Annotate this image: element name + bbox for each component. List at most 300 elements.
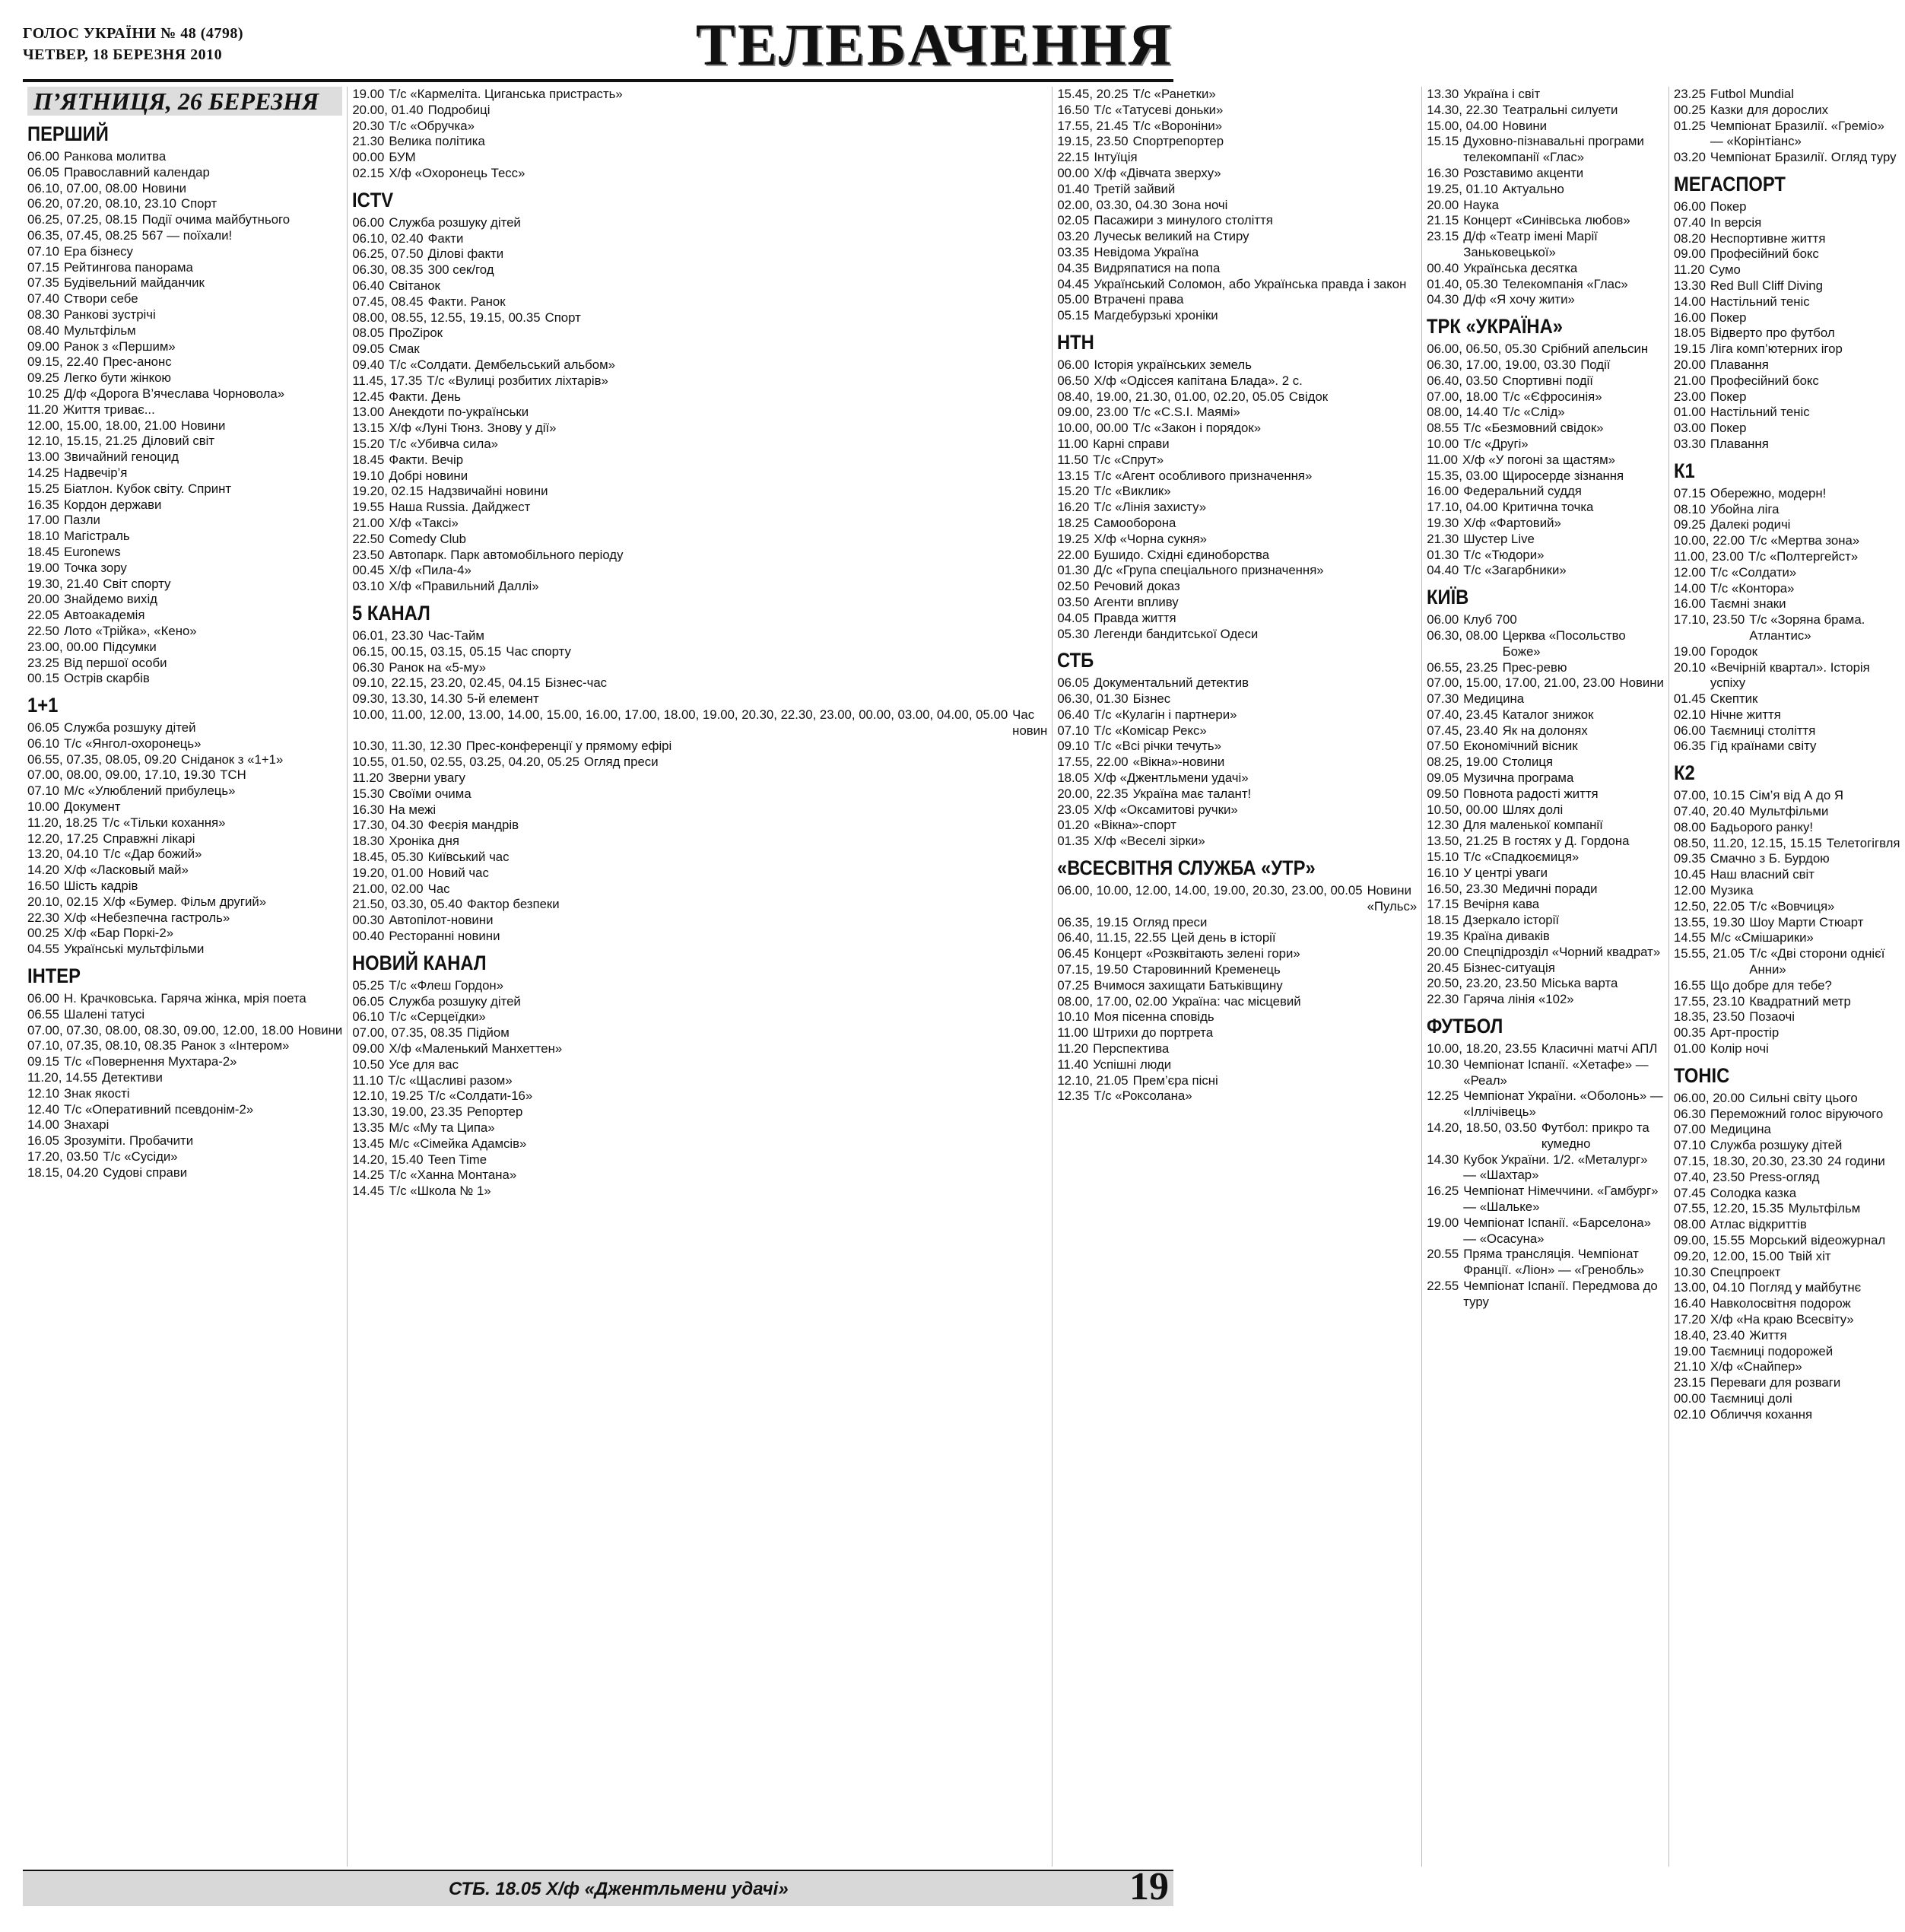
program-time: 09.00	[1673, 246, 1706, 262]
program-title: Т/с «Обручка»	[389, 118, 475, 133]
program-time: 07.10, 07.35, 08.10, 08.35	[27, 1038, 176, 1053]
program-time: 07.40, 23.50	[1673, 1169, 1745, 1184]
program-title: Настільний теніс	[1710, 294, 1810, 309]
program-time: 09.30, 13.30, 14.30	[352, 691, 462, 707]
program-time: 06.40	[1057, 707, 1090, 722]
channel-name: ICTV	[352, 188, 394, 211]
program-time: 12.35	[1057, 1088, 1090, 1104]
program-title: Срібний апельсин	[1541, 342, 1649, 357]
program-title: Час спорту	[506, 643, 571, 659]
program-time: 01.35	[1057, 834, 1090, 849]
program-item	[1057, 150, 1417, 166]
program-time: 12.50, 22.05	[1673, 898, 1745, 914]
program-time: 13.20, 04.10	[27, 847, 99, 862]
program-time: 22.00	[1057, 547, 1090, 562]
program-time: 19.35	[1427, 929, 1459, 944]
program-title: Звичайний геноцид	[64, 450, 179, 465]
program-item	[352, 1120, 1047, 1136]
program-title: Red Bull Cliff Diving	[1710, 278, 1823, 293]
footer-bar	[23, 1865, 1173, 1908]
program-time: 01.45	[1673, 691, 1706, 707]
program-time: 19.00	[1427, 1215, 1459, 1230]
program-title: Казки для дорослих	[1710, 102, 1828, 117]
program-item	[1674, 1138, 1900, 1154]
channel-name: К1	[1673, 459, 1695, 482]
program-title: Українські мультфільми	[64, 942, 205, 957]
program-title: Новини	[1619, 675, 1664, 691]
program-time: 06.30, 17.00, 19.00, 03.30	[1427, 357, 1576, 372]
program-title: Атлас відкриттів	[1710, 1217, 1807, 1232]
program-item	[27, 354, 342, 370]
section-title: ТЕЛЕБАЧЕННЯ	[695, 11, 1173, 78]
program-time: 15.35, 03.00	[1427, 468, 1498, 483]
page-number: 19	[1129, 1865, 1169, 1908]
program-item	[1057, 484, 1417, 500]
program-title: Обличчя кохання	[1710, 1406, 1813, 1422]
program-time: 07.45, 08.45	[352, 294, 424, 309]
program-time: 06.00	[1427, 612, 1459, 628]
program-time: 07.50	[1427, 739, 1459, 754]
program-time: 04.45	[1057, 276, 1090, 291]
program-title: Т/с «Школа № 1»	[389, 1184, 491, 1199]
program-time: 10.30	[1673, 1264, 1706, 1279]
program-time: 16.05	[27, 1133, 59, 1149]
program-time: 20.00	[1673, 357, 1706, 372]
program-time: 17.55, 23.10	[1673, 993, 1745, 1009]
program-title: Створи себе	[64, 291, 138, 307]
channel-name: НОВИЙ КАНАЛ	[352, 951, 487, 974]
program-title: Смак	[389, 342, 420, 357]
program-time: 02.05	[1057, 213, 1090, 228]
program-title: Життя	[1749, 1327, 1787, 1343]
program-title: Шість кадрів	[64, 879, 138, 894]
program-title: Країна диваків	[1463, 929, 1550, 944]
program-title: Х/ф «Охоронець Тесс»	[389, 165, 525, 180]
program-time: 23.25	[1673, 87, 1706, 101]
program-title: Столиця	[1502, 755, 1554, 770]
program-time: 18.40, 23.40	[1673, 1327, 1745, 1343]
program-title: Бізнес	[1132, 691, 1171, 707]
program-item	[352, 484, 1047, 500]
program-title: Своїми очима	[389, 786, 471, 801]
program-time: 23.00, 00.00	[27, 639, 99, 654]
program-title: Ранок з «Інтером»	[180, 1038, 290, 1053]
program-item	[1427, 961, 1664, 977]
program-item	[1674, 405, 1900, 421]
program-item	[27, 529, 342, 545]
program-item	[352, 707, 1047, 739]
program-title: Підсумки	[103, 639, 157, 654]
program-time: 00.35	[1673, 1025, 1706, 1041]
program-title: Позаочі	[1749, 1009, 1795, 1025]
program-time: 07.15	[1673, 485, 1706, 500]
program-title: Агенти впливу	[1094, 594, 1179, 609]
program-item	[1427, 802, 1664, 818]
program-time: 11.10	[352, 1072, 384, 1088]
program-time: 12.00	[1673, 883, 1706, 898]
program-time: 06.00	[1673, 199, 1706, 214]
program-title: Український Соломон, або Українська правда і закон	[1094, 276, 1407, 291]
program-item	[1427, 1152, 1664, 1184]
program-time: 14.20	[27, 863, 59, 878]
program-title: Самооборона	[1094, 515, 1176, 530]
program-time: 12.20, 17.25	[27, 831, 99, 846]
program-title: Події	[1580, 357, 1611, 372]
program-title: 300 сек/год	[427, 262, 494, 278]
program-item	[1674, 486, 1900, 502]
program-item	[1057, 707, 1417, 723]
program-title: Т/с «Солдати. Дембельський альбом»	[389, 357, 615, 372]
program-title: Зрозуміти. Пробачити	[64, 1133, 194, 1149]
program-item	[1057, 453, 1417, 469]
program-title: Х/ф «Одіссея капітана Блада». 2 с.	[1094, 373, 1303, 388]
program-time: 08.10	[1673, 501, 1706, 516]
program-title: Медицина	[1463, 691, 1525, 707]
program-item	[27, 640, 342, 656]
program-title: Наша Russia. Дайджест	[389, 500, 531, 515]
program-title: Магдебурзькі хроніки	[1094, 308, 1218, 323]
program-item	[1674, 357, 1900, 373]
program-title: Т/с «Солдати-16»	[427, 1088, 533, 1104]
program-title: Колір ночі	[1710, 1041, 1769, 1057]
program-item	[1057, 994, 1417, 1010]
program-item	[352, 1104, 1047, 1120]
program-title: Наш власний світ	[1710, 867, 1815, 882]
program-title: Служба розшуку дітей	[64, 720, 196, 736]
program-time: 20.50, 23.20, 23.50	[1427, 976, 1537, 991]
program-time: 15.30	[352, 786, 385, 801]
program-item	[1427, 897, 1664, 913]
program-time: 16.30	[1427, 165, 1459, 180]
program-time: 16.40	[1673, 1296, 1706, 1311]
program-title: Служба розшуку дітей	[389, 214, 521, 230]
program-time: 13.30	[1427, 87, 1459, 101]
program-time: 16.00	[1673, 310, 1706, 325]
program-item	[27, 783, 342, 799]
program-title: Т/с «Вулиці розбитих ліхтарів»	[427, 373, 608, 388]
program-title: Т/с «Спадкоємиця»	[1463, 850, 1580, 865]
program-time: 07.15, 18.30, 20.30, 23.30	[1673, 1154, 1823, 1169]
program-time: 18.15	[1427, 913, 1459, 928]
header-rule	[23, 79, 1173, 82]
program-time: 11.50	[1057, 452, 1089, 467]
program-time: 13.55, 19.30	[1673, 914, 1745, 929]
program-item	[1674, 723, 1900, 739]
program-title: Українська десятка	[1463, 260, 1578, 275]
program-time: 03.20	[1673, 150, 1706, 165]
program-time: 21.00, 02.00	[352, 881, 424, 896]
program-time: 07.40, 23.45	[1427, 707, 1498, 722]
program-title: Т/с «Контора»	[1710, 580, 1795, 596]
channel-name: ТРК «УКРАЇНА»	[1427, 315, 1564, 338]
program-time: 07.00, 07.30, 08.00, 08.30, 09.00, 12.00, 18.00	[27, 1022, 294, 1037]
program-item	[1674, 1217, 1900, 1233]
program-title: Знайдемо вихід	[64, 592, 157, 607]
program-item	[1674, 1091, 1900, 1107]
program-title: Н. Крачковська. Гаряча жінка, мрія поета	[64, 991, 306, 1006]
program-title: Т/с «Щасливі разом»	[388, 1072, 513, 1088]
program-title: Прес-конференції у прямому ефірі	[465, 739, 672, 754]
program-item	[1427, 786, 1664, 802]
program-item	[352, 231, 1047, 247]
program-item	[1674, 389, 1900, 405]
program-item	[1057, 1073, 1417, 1089]
program-item	[1057, 675, 1417, 691]
program-title: Лучеськ великий на Стиру	[1094, 229, 1249, 244]
program-time: 06.00, 06.50, 05.30	[1427, 342, 1537, 357]
program-title: Т/с «Другі»	[1463, 436, 1529, 451]
program-item	[1427, 166, 1664, 182]
program-item	[352, 134, 1047, 150]
program-time: 18.45	[352, 452, 385, 467]
program-time: 08.05	[352, 326, 385, 341]
program-item	[1674, 310, 1900, 326]
program-title: Повнота радості життя	[1463, 786, 1599, 801]
program-item	[1427, 1057, 1664, 1089]
program-time: 08.00	[1673, 819, 1706, 834]
program-item	[1427, 691, 1664, 707]
program-title: Обережно, модерн!	[1710, 485, 1827, 500]
program-time: 22.15	[1057, 150, 1090, 165]
program-title: Критична точка	[1502, 500, 1594, 515]
program-title: Х/ф «Джентльмени удачі»	[1094, 771, 1249, 786]
program-title: Прес-ревю	[1502, 659, 1567, 675]
program-item	[1057, 389, 1417, 405]
program-title: Х/ф «Оксамитові ручки»	[1094, 802, 1238, 817]
program-title: Т/с «Кармеліта. Циганська пристрасть»	[389, 87, 623, 101]
program-time: 13.45	[352, 1136, 385, 1151]
program-title: Служба розшуку дітей	[1710, 1138, 1843, 1153]
program-time: 01.40	[1057, 181, 1090, 196]
program-title: Бізнес-ситуація	[1463, 960, 1555, 975]
program-title: Моя пісенна сповідь	[1094, 1009, 1214, 1025]
program-item	[1427, 119, 1664, 135]
program-title: Карні справи	[1093, 436, 1170, 451]
program-item	[352, 326, 1047, 342]
program-time: 21.30	[1427, 531, 1459, 546]
program-title: Пряма трансляція. Чемпіонат Франції. «Ліон» — «Гренобль»	[1463, 1247, 1644, 1278]
program-time: 11.20, 14.55	[27, 1070, 98, 1085]
program-time: 21.00	[1673, 373, 1706, 388]
program-title: Україна і світ	[1463, 87, 1541, 101]
program-item	[1057, 421, 1417, 437]
program-time: 14.20, 18.50, 03.50	[1427, 1120, 1537, 1136]
program-time: 12.00, 15.00, 18.00, 21.00	[27, 418, 176, 433]
program-item	[1427, 1041, 1664, 1057]
program-item	[1057, 915, 1417, 931]
program-title: Усе для вас	[389, 1057, 459, 1072]
program-title: «Вікна»-спорт	[1094, 818, 1176, 833]
program-item	[1057, 119, 1417, 135]
program-item	[352, 278, 1047, 294]
program-time: 20.55	[1427, 1247, 1459, 1262]
program-title: М/с «Сімейка Адамсів»	[389, 1136, 527, 1151]
program-time: 11.45, 17.35	[352, 373, 423, 388]
program-item	[1674, 549, 1900, 565]
program-title: Невідома Україна	[1094, 244, 1199, 259]
program-item	[1674, 342, 1900, 357]
program-item	[1057, 802, 1417, 818]
program-item	[1427, 87, 1664, 103]
program-title: Історія українських земель	[1094, 357, 1252, 372]
program-time: 05.00	[1057, 292, 1090, 307]
program-title: Х/ф «Бумер. Фільм другий»	[103, 894, 267, 909]
program-time: 07.00, 15.00, 17.00, 21.00, 23.00	[1427, 675, 1615, 691]
program-item	[1427, 469, 1664, 485]
program-title: Що добре для тебе?	[1710, 977, 1832, 993]
program-title: Городок	[1710, 643, 1757, 659]
program-time: 16.10	[1427, 865, 1459, 880]
channel-name: 1+1	[27, 694, 59, 717]
program-time: 04.05	[1057, 610, 1090, 625]
program-title: 567 — поїхали!	[141, 227, 233, 243]
program-time: 06.10	[352, 1009, 385, 1025]
program-item	[352, 691, 1047, 707]
program-item	[27, 228, 342, 244]
program-title: Т/с «Ханна Монтана»	[389, 1168, 517, 1183]
program-time: 10.00	[1427, 436, 1459, 451]
program-title: Д/ф «Дорога В’ячеслава Чорновола»	[64, 386, 285, 401]
program-title: 5-й елемент	[466, 691, 539, 707]
program-item	[1057, 166, 1417, 182]
program-title: Ранкова молитва	[64, 149, 167, 164]
program-title: Острів скарбів	[64, 671, 150, 686]
program-time: 01.40, 05.30	[1427, 276, 1498, 291]
program-title: Добрі новини	[389, 468, 468, 483]
program-time: 11.20, 18.25	[27, 815, 98, 830]
program-title: Неспортивне життя	[1710, 230, 1826, 246]
program-time: 08.00, 14.40	[1427, 405, 1498, 420]
program-time: 03.35	[1057, 244, 1090, 259]
program-item	[1427, 1184, 1664, 1215]
program-time: 23.15	[1673, 1375, 1706, 1390]
program-item	[1057, 1057, 1417, 1073]
program-item	[27, 323, 342, 339]
program-time: 12.30	[1427, 818, 1459, 833]
program-item	[27, 1038, 342, 1054]
program-title: БУМ	[389, 150, 416, 165]
program-title: Т/с «Дар божий»	[103, 847, 202, 862]
program-title: Чемпіонат Іспанії. «Барселона» — «Осасуна»	[1463, 1215, 1651, 1246]
program-item	[1057, 1088, 1417, 1104]
program-time: 19.00	[1673, 1343, 1706, 1358]
program-item	[352, 660, 1047, 676]
program-time: 17.00	[27, 513, 59, 528]
program-item	[27, 450, 342, 466]
program-item	[1427, 500, 1664, 516]
channel-name: МЕГАСПОРТ	[1673, 172, 1786, 195]
program-item	[1427, 929, 1664, 945]
program-title: Правда життя	[1094, 610, 1176, 625]
program-time: 19.30	[1427, 515, 1459, 530]
program-time: 06.30, 01.30	[1057, 691, 1129, 707]
program-title: Х/ф «Маленький Манхеттен»	[389, 1041, 563, 1057]
program-title: Точка зору	[64, 560, 127, 575]
program-time: 00.40	[1427, 260, 1459, 275]
program-title: Класичні матчі АПЛ	[1541, 1041, 1658, 1057]
program-title: Автопілот-новини	[389, 913, 494, 928]
program-time: 10.45	[1673, 867, 1706, 882]
program-title: Т/с «Безмовний свідок»	[1463, 421, 1604, 436]
program-item	[352, 469, 1047, 485]
program-title: Т/с «Сусіди»	[103, 1149, 178, 1165]
program-item	[1674, 1186, 1900, 1202]
program-item	[352, 834, 1047, 850]
program-item	[27, 767, 342, 783]
program-item	[1057, 516, 1417, 532]
program-time: 11.00	[1057, 436, 1089, 451]
program-time: 13.00, 04.10	[1673, 1280, 1745, 1295]
program-time: 04.35	[1057, 260, 1090, 275]
issue-number: ГОЛОС УКРАЇНИ № 48 (4798)	[23, 25, 244, 42]
program-title: Таємниці століття	[1710, 723, 1816, 738]
program-item	[27, 513, 342, 529]
program-title: Бушидо. Східні єдиноборства	[1094, 547, 1270, 562]
program-item	[1427, 277, 1664, 293]
program-time: 07.45	[1673, 1185, 1706, 1200]
program-title: На межі	[389, 802, 437, 817]
program-title: Euronews	[64, 544, 121, 559]
program-title: Від першої особи	[64, 655, 167, 670]
program-item	[1674, 294, 1900, 310]
program-item	[1057, 134, 1417, 150]
program-item	[1674, 150, 1900, 166]
program-time: 01.00	[1673, 1041, 1706, 1057]
program-item	[1674, 596, 1900, 612]
program-item	[1674, 1233, 1900, 1249]
program-time: 08.55	[1427, 421, 1459, 436]
program-time: 15.45, 20.25	[1057, 87, 1129, 101]
program-time: 20.00	[27, 592, 59, 607]
program-title: Нічне життя	[1710, 707, 1781, 722]
program-item	[352, 739, 1047, 755]
program-title: Т/с «Спрут»	[1093, 452, 1164, 467]
program-time: 08.00, 17.00, 02.00	[1057, 993, 1167, 1009]
program-time: 09.40	[352, 357, 385, 372]
program-time: 02.00, 03.30, 04.30	[1057, 197, 1167, 212]
program-item	[27, 181, 342, 197]
program-time: 06.30, 08.00	[1427, 628, 1498, 643]
program-time: 06.00	[27, 991, 59, 1006]
program-title: Знак якості	[64, 1085, 130, 1101]
program-time: 06.00, 10.00, 12.00, 14.00, 19.00, 20.30, 23.00, 00.05	[1057, 883, 1363, 898]
column-1	[23, 87, 348, 1867]
program-item	[352, 1009, 1047, 1025]
program-item	[352, 850, 1047, 866]
program-title: Покер	[1710, 199, 1747, 214]
program-title: Смачно з Б. Бурдою	[1710, 851, 1830, 866]
program-item	[1674, 1009, 1900, 1025]
program-time: 06.05	[352, 993, 385, 1009]
program-title: Убойна ліга	[1710, 501, 1780, 516]
program-item	[1674, 867, 1900, 883]
program-title: Х/ф «Веселі зірки»	[1094, 834, 1205, 849]
program-time: 11.00, 23.00	[1673, 548, 1744, 564]
program-item	[27, 1149, 342, 1165]
channel-name: 5 КАНАЛ	[352, 601, 431, 624]
program-title: ПроZірок	[389, 326, 443, 341]
program-title: Факти. Ранок	[427, 294, 506, 309]
program-time: 06.30, 08.35	[352, 262, 424, 278]
program-title: In версія	[1710, 214, 1762, 230]
program-time: 08.30	[27, 307, 59, 322]
program-time: 06.35, 07.45, 08.25	[27, 227, 138, 243]
program-time: 06.00	[27, 149, 59, 164]
program-time: 10.30	[1427, 1057, 1459, 1072]
program-title: Т/с «Вовчиця»	[1749, 898, 1835, 914]
program-title: Шустер Live	[1463, 531, 1535, 546]
program-item	[1674, 437, 1900, 453]
